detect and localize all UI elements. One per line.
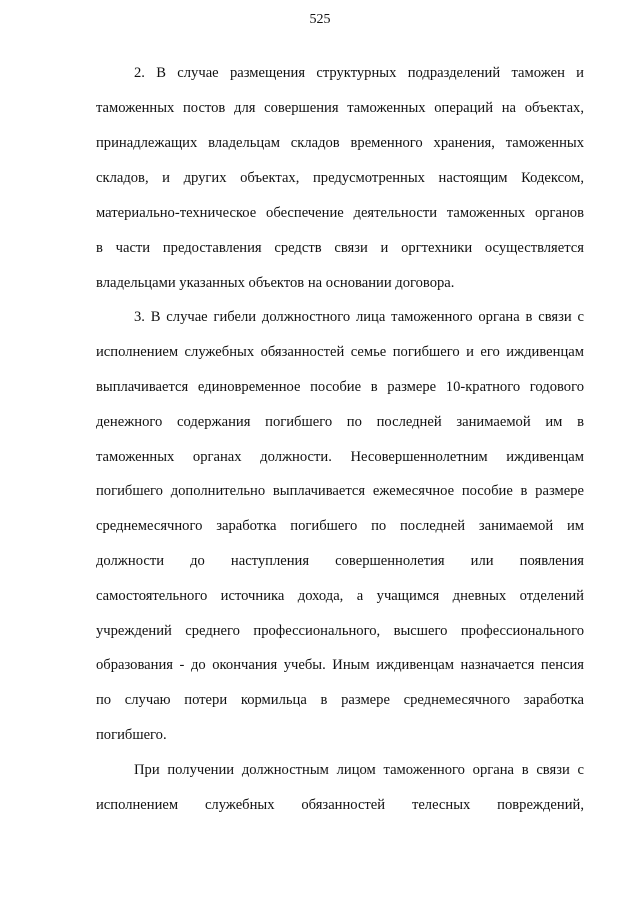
paragraph-2-line-1: 2. В случае размещения структурных подразделений таможен и (134, 65, 584, 81)
paragraph-3-line-11: образования - до окончания учебы. Иным иждивенцам назначается пенсия (96, 657, 584, 673)
paragraph-2-line-7: владельцами указанных объектов на основании договора. (96, 275, 455, 291)
paragraph-3-line-6: погибшего дополнительно выплачивается ежемесячное пособие в размере (96, 483, 584, 499)
paragraph-2-line-4: складов, и других объектах, предусмотренных настоящим Кодексом, (96, 170, 584, 186)
paragraph-3-line-1: 3. В случае гибели должностного лица таможенного органа в связи с (134, 309, 584, 325)
paragraph-3-line-13: погибшего. (96, 727, 167, 743)
paragraph-3-line-7: среднемесячного заработка погибшего по последней занимаемой им (96, 518, 584, 534)
paragraph-3-line-10: учреждений среднего профессионального, высшего профессионального (96, 623, 584, 639)
paragraph-2-line-6: в части предоставления средств связи и оргтехники осуществляется (96, 240, 584, 256)
paragraph-3-line-8: должности до наступления совершеннолетия или появления (96, 553, 584, 569)
paragraph-3-line-2: исполнением служебных обязанностей семье погибшего и его иждивенцам (96, 344, 584, 360)
paragraph-3-line-4: денежного содержания погибшего по последней занимаемой им в (96, 414, 584, 430)
paragraph-3-line-5: таможенных органах должности. Несовершеннолетним иждивенцам (96, 449, 584, 465)
paragraph-3-line-12: по случаю потери кормильца в размере среднемесячного заработка (96, 692, 584, 708)
paragraph-4-line-1: При получении должностным лицом таможенного органа в связи с (134, 762, 584, 778)
paragraph-4-line-2: исполнением служебных обязанностей телесных повреждений, (96, 797, 584, 813)
paragraph-2-line-2: таможенных постов для совершения таможенных операций на объектах, (96, 100, 584, 116)
page-number: 525 (309, 12, 331, 27)
paragraph-2-line-3: принадлежащих владельцам складов временного хранения, таможенных (96, 135, 584, 151)
paragraph-3-line-9: самостоятельного источника дохода, а учащимся дневных отделений (96, 588, 584, 604)
paragraph-3-line-3: выплачивается единовременное пособие в размере 10-кратного годового (96, 379, 584, 395)
paragraph-2-line-5: материально-техническое обеспечение деятельности таможенных органов (96, 205, 584, 221)
